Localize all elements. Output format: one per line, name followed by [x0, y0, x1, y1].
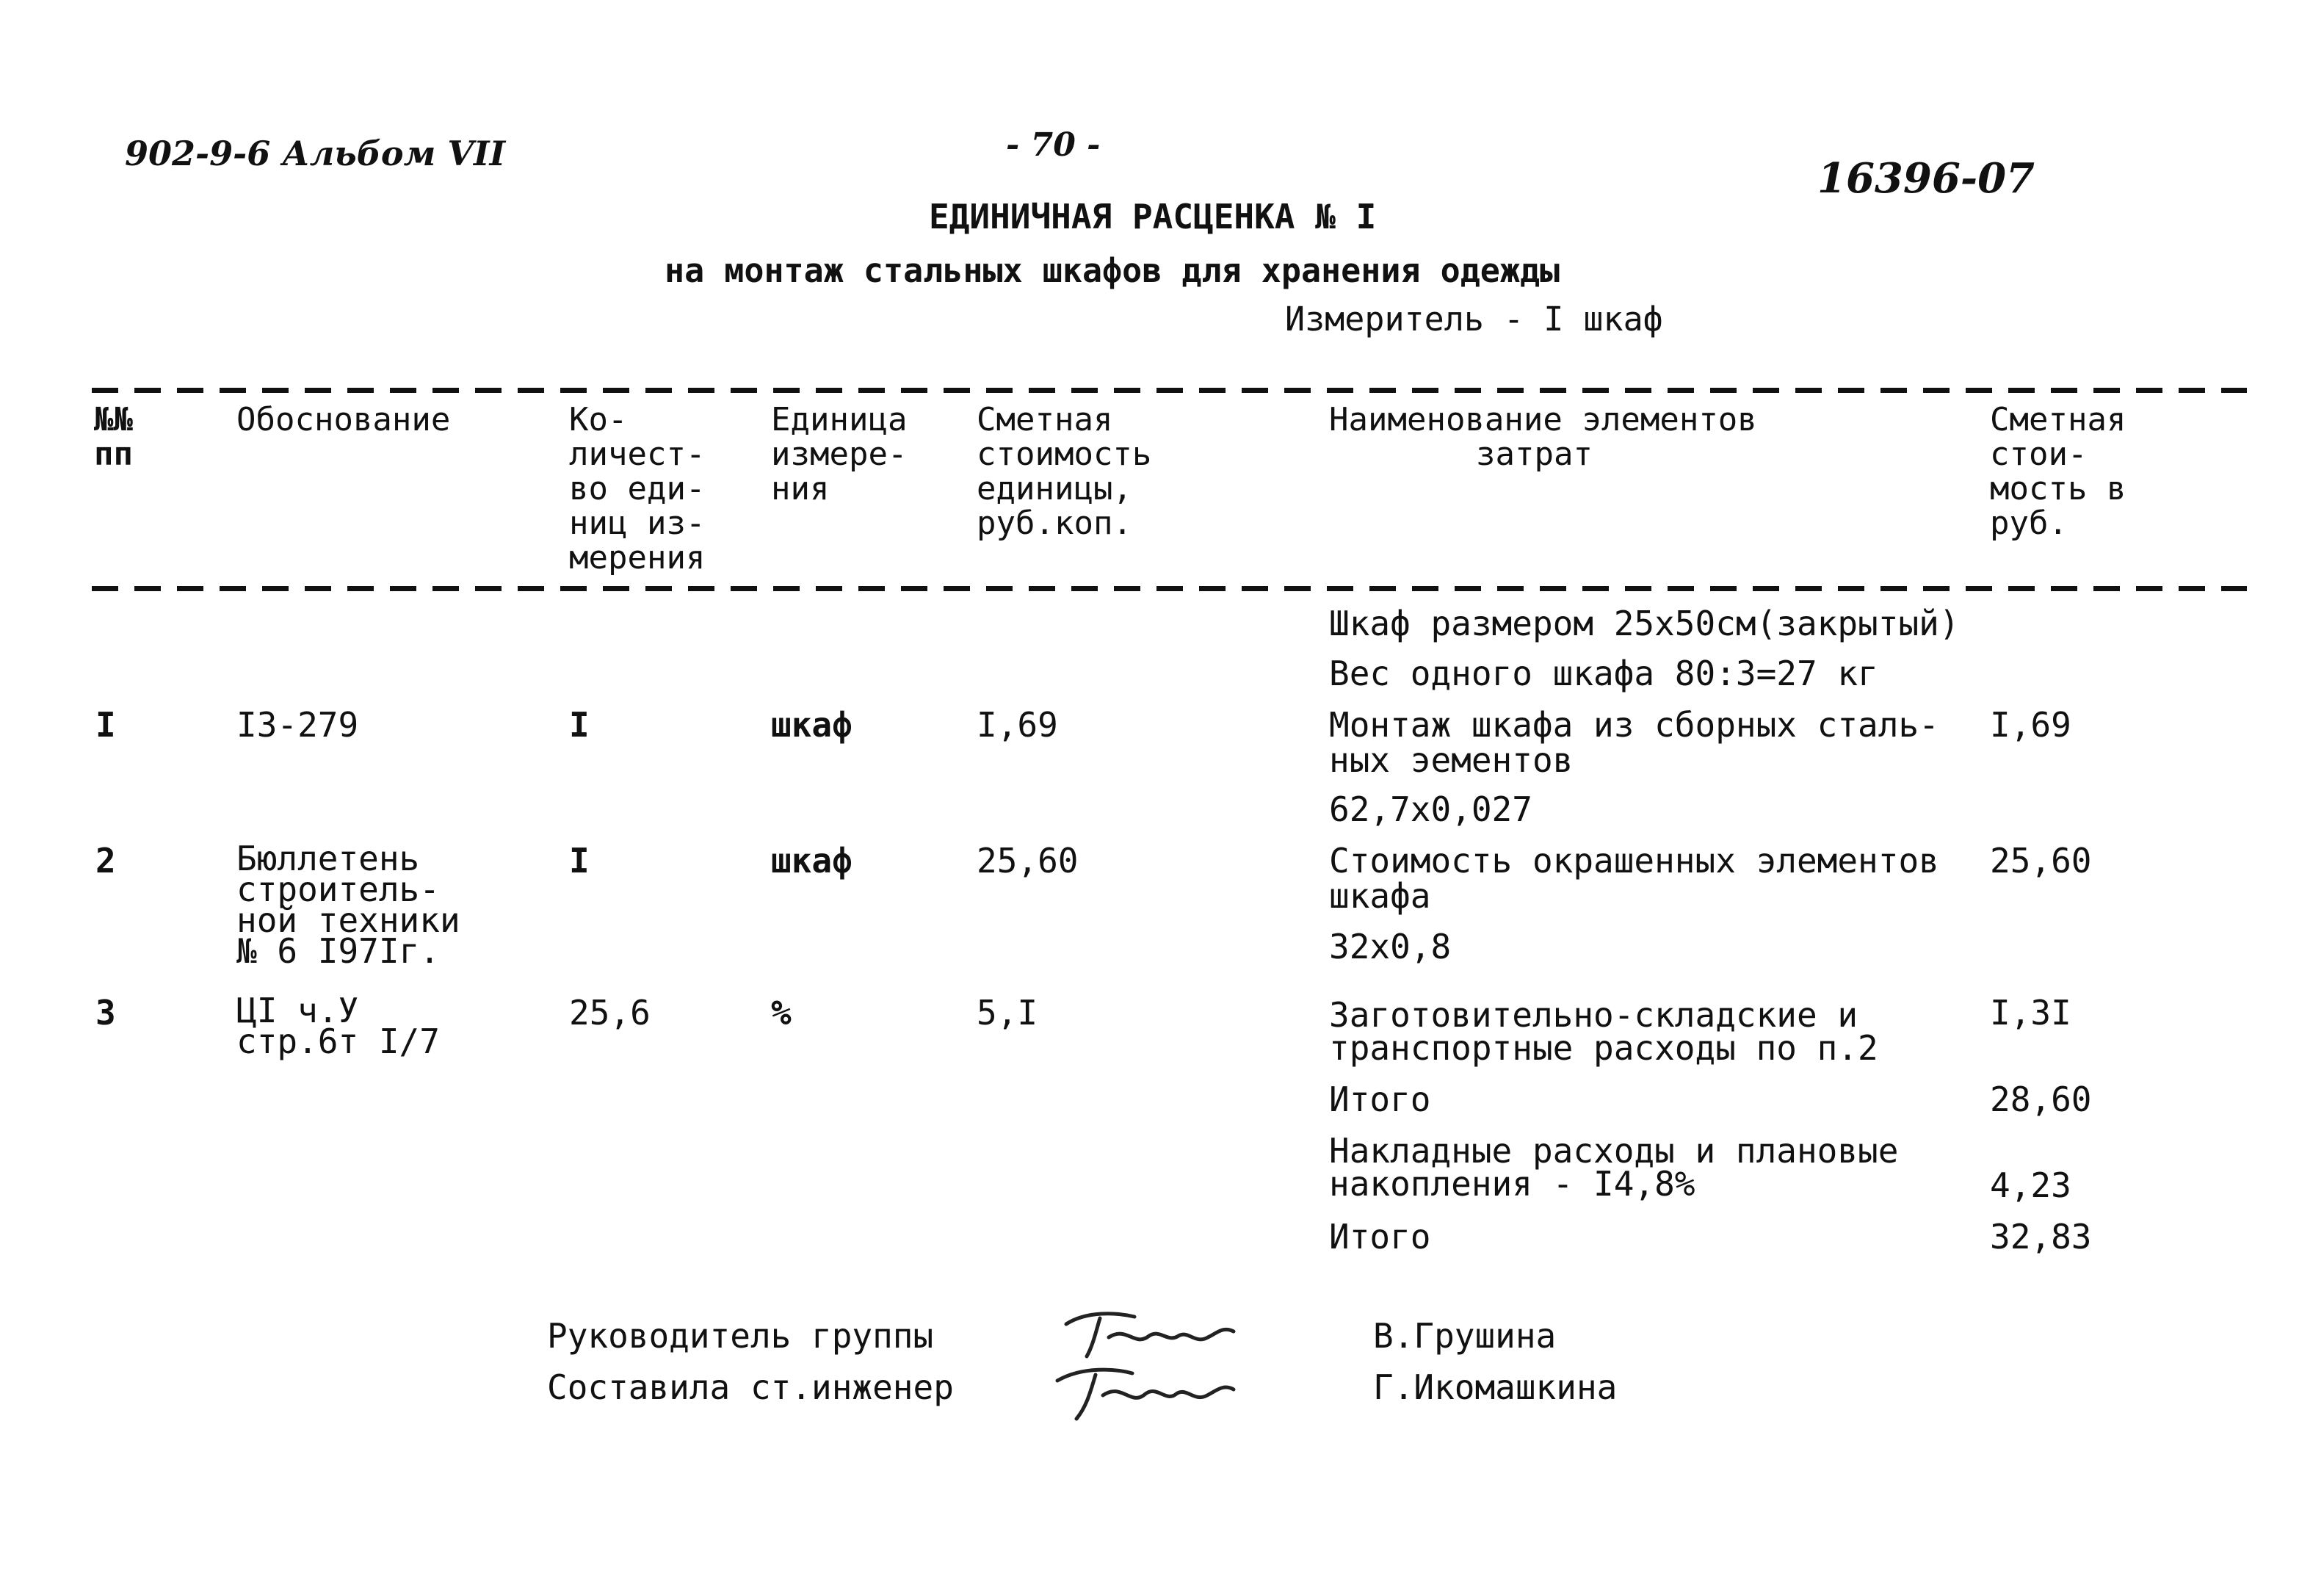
row-3-quantity: 25,6 — [569, 993, 651, 1033]
row-1-unit-cost: I,69 — [977, 705, 1058, 745]
column-header-num: №№ пп — [94, 401, 133, 473]
row-2-calc: 32х0,8 — [1329, 927, 1452, 966]
row-1-unit: шкаф — [771, 705, 853, 745]
row-2-element: Стоимость окрашенных элементов шкафа — [1329, 841, 1939, 916]
row-1-cost: I,69 — [1990, 705, 2071, 745]
column-header-total-cost: Сметная стои- мость в руб. — [1990, 401, 2126, 542]
document-subtitle: на монтаж стальных шкафов для хранения одежды — [665, 251, 1560, 290]
row-3-num: 3 — [95, 993, 116, 1033]
row-3-unit-cost: 5,I — [977, 993, 1038, 1033]
row-2-quantity: I — [569, 841, 590, 881]
row-2-basis: Бюллетень строитель- ной техники № 6 I97Iг. — [236, 839, 460, 971]
cabinet-weight-line: Вес одного шкафа 80:3=27 кг — [1329, 654, 1878, 693]
column-header-basis: Обоснование — [236, 401, 451, 438]
row-1-quantity: I — [569, 705, 590, 745]
row-1-basis: I3-279 — [236, 705, 359, 745]
header-top-rule — [92, 388, 2247, 393]
cabinet-size-line: Шкаф размером 25х50см(закрытый) — [1329, 604, 1960, 643]
signature-role-1: Руководитель группы — [547, 1316, 934, 1356]
album-reference: 902-9-6 Альбом VII — [125, 134, 506, 173]
document-title: ЕДИНИЧНАЯ РАСЦЕНКА № I — [929, 197, 1377, 236]
column-header-unit-cost: Сметная стоимость единицы, руб.коп. — [977, 401, 1152, 542]
row-1-calc: 62,7х0,027 — [1329, 789, 1532, 829]
column-header-element: Наименование элементов затрат — [1329, 401, 1757, 473]
column-header-unit: Единица измере- ния — [771, 401, 908, 507]
subtotal-label: Итого — [1329, 1080, 1431, 1119]
row-3-basis: ЦI ч.У стр.6т I/7 — [236, 991, 440, 1061]
row-2-cost: 25,60 — [1990, 841, 2092, 881]
page-number: - 70 - — [1006, 126, 1101, 164]
row-1-element: Монтаж шкафа из сборных сталь- ных эементов — [1329, 705, 1939, 780]
column-header-quantity: Ко- личест- во еди- ниц из- мерения — [569, 401, 706, 576]
row-3-cost: I,3I — [1990, 993, 2071, 1033]
overhead-label: Накладные расходы и плановые накопления - I4,8% — [1329, 1131, 1899, 1204]
signature-name-2: Г.Икомашкина — [1373, 1367, 1618, 1407]
handwritten-signature-2 — [1050, 1359, 1241, 1425]
row-1-num: I — [95, 705, 116, 745]
row-2-unit-cost: 25,60 — [977, 841, 1079, 881]
row-2-unit: шкаф — [771, 841, 853, 881]
row-2-num: 2 — [95, 841, 116, 881]
header-bottom-rule — [92, 586, 2247, 591]
signature-name-1: В.Грушина — [1373, 1316, 1557, 1356]
document-code: 16396-07 — [1817, 154, 2035, 203]
subtotal-value: 28,60 — [1990, 1080, 2092, 1119]
row-3-unit: % — [771, 993, 792, 1033]
measure-unit: Измеритель - I шкаф — [1285, 300, 1663, 339]
row-3-element: Заготовительно-складские и транспортные расходы по п.2 — [1329, 995, 1878, 1068]
handwritten-signature-1 — [1057, 1304, 1241, 1362]
total-value: 32,83 — [1990, 1217, 2092, 1257]
overhead-value: 4,23 — [1990, 1165, 2071, 1205]
signature-role-2: Составила ст.инженер — [547, 1367, 954, 1407]
total-label: Итого — [1329, 1217, 1431, 1257]
